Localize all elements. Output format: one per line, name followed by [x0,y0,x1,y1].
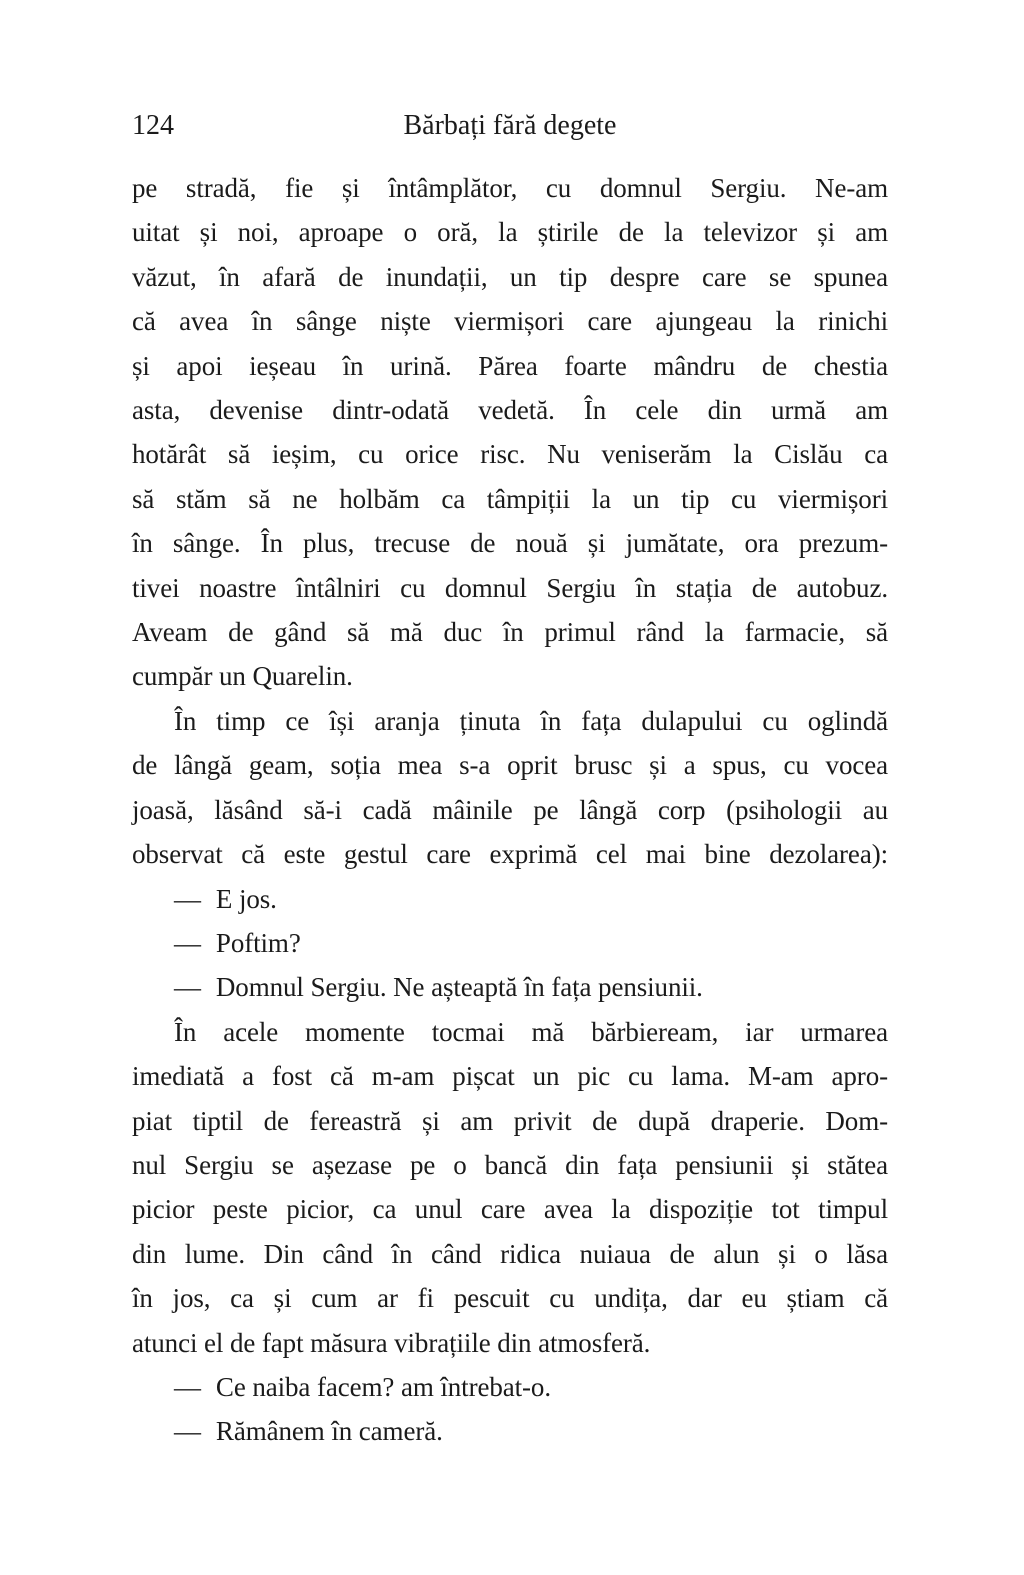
paragraph [132,166,888,699]
text-line: uitat și noi, aproape o oră, la știrile de la televizor și am [132,217,888,248]
dialogue-dash: — [174,1416,201,1447]
text-line [132,1365,888,1409]
dialogue-text: E jos. [215,883,277,914]
text-line: atunci el de fapt măsura vibrațiile din atmosferă. [132,1327,651,1358]
text-line: din lume. Din când în când ridica nuiaua de alun și o lăsa [132,1238,888,1269]
text-line [132,965,888,1009]
text-line: nul Sergiu se așezase pe o bancă din fața pensiunii și stătea [132,1149,888,1180]
text-line: asta, devenise dintr-odată vedetă. În cele din urmă am [132,395,888,426]
text-line: cumpăr un Quarelin. [132,661,353,692]
text-line: joasă, lăsând să-i cadă mâinile pe lângă corp (psihologii au [132,794,888,825]
text-line: picior peste picior, ca unul care avea la dispoziție tot timpul [132,1194,888,1225]
text-line: Aveam de gând să mă duc în primul rând la farmacie, să [132,617,888,648]
dialogue-paragraph [132,877,888,921]
text-line: observat că este gestul care exprimă cel mai bine dezolarea): [132,839,888,870]
dialogue-text: Rămânem în cameră. [215,1416,443,1447]
dialogue-text: Poftim? [215,927,301,958]
dialogue-dash: — [174,883,201,914]
text-line: în sânge. În plus, trecuse de nouă și jumătate, ora prezum- [132,528,888,559]
page-number: 124 [132,110,174,141]
page-body [132,166,888,1454]
text-line: tivei noastre întâlniri cu domnul Sergiu în stația de autobuz. [132,572,888,603]
text-line [132,921,888,965]
dialogue-dash: — [174,927,201,958]
text-line: În acele momente tocmai mă bărbieream, iar urmarea [174,1016,888,1047]
paragraph [132,699,888,877]
text-line [132,877,888,921]
text-line: hotărât să ieșim, cu orice risc. Nu veniserăm la Cislău ca [132,439,888,470]
dialogue-dash: — [174,972,201,1003]
text-line: piat tiptil de fereastră și am privit de după draperie. Dom- [132,1105,888,1136]
dialogue-text: Domnul Sergiu. Ne așteaptă în fața pensiunii. [215,972,703,1003]
text-line: în jos, ca și cum ar fi pescuit cu undița, dar eu știam că [132,1283,888,1314]
text-line: și apoi ieșeau în urină. Părea foarte mândru de chestia [132,350,888,381]
text-line: imediată a fost că m-am pișcat un pic cu lama. M-am apro- [132,1061,888,1092]
text-line: văzut, în afară de inundații, un tip despre care se spunea [132,261,888,292]
dialogue-paragraph [132,1365,888,1409]
text-line: să stăm să ne holbăm ca tâmpiții la un tip cu viermișori [132,483,888,514]
dialogue-paragraph [132,1409,888,1453]
dialogue-paragraph [132,921,888,965]
text-line: că avea în sânge niște viermișori care ajungeau la rinichi [132,306,888,337]
running-title: Bărbați fără degete [403,110,617,141]
paragraph [132,1010,888,1365]
text-line: pe stradă, fie și întâmplător, cu domnul Sergiu. Ne-am [132,173,888,203]
dialogue-text: Ce naiba facem? am întrebat-o. [215,1371,551,1402]
text-line: În timp ce își aranja ținuta în fața dulapului cu oglindă [174,705,888,736]
dialogue-dash: — [174,1371,201,1402]
dialogue-paragraph [132,965,888,1009]
text-line: de lângă geam, soția mea s-a oprit brusc și a spus, cu vocea [132,750,888,781]
text-line [132,1409,888,1453]
running-head [132,104,888,148]
